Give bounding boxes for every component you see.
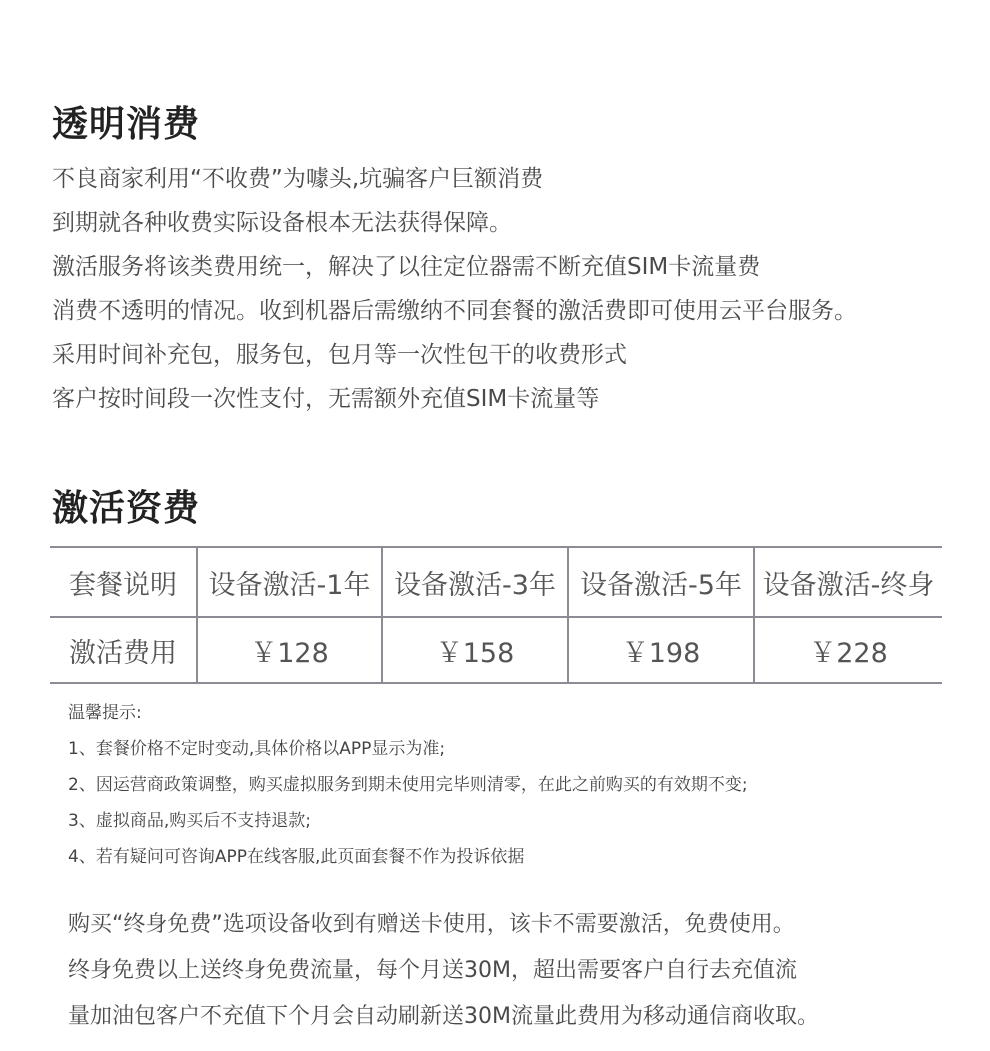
description-line: 不良商家利用“不收费”为噱头,坑骗客户巨额消费	[52, 166, 544, 192]
note-line: 终身免费以上送终身免费流量，每个月送30M，超出需要客户自行去充值流	[68, 958, 797, 983]
description-line: 激活服务将该类费用统一，解决了以往定位器需不断充值SIM卡流量费	[52, 254, 761, 280]
tip-item: 2、因运营商政策调整，购买虚拟服务到期未使用完毕则清零，在此之前购买的有效期不变;	[68, 775, 748, 795]
description-line: 客户按时间段一次性支付，无需额外充值SIM卡流量等	[52, 386, 600, 412]
plan-cell: 设备激活-终身	[754, 547, 942, 617]
plan-cell: 设备激活-3年	[382, 547, 568, 617]
pricing-table	[50, 546, 942, 684]
section-title-pricing: 激活资费	[52, 488, 201, 529]
table-row-prices	[50, 617, 942, 683]
tip-item: 4、若有疑问可咨询APP在线客服,此页面套餐不作为投诉依据	[68, 847, 525, 867]
description-line: 采用时间补充包，服务包，包月等一次性包干的收费形式	[52, 342, 627, 368]
description-line: 消费不透明的情况。收到机器后需缴纳不同套餐的激活费即可使用云平台服务。	[52, 298, 857, 324]
tips-title: 温馨提示:	[68, 703, 142, 723]
note-line: 量加油包客户不充值下个月会自动刷新送30M流量此费用为移动通信商收取。	[68, 1004, 819, 1029]
lifetime-notes	[68, 902, 968, 1040]
table-row-plans	[50, 547, 942, 617]
row-label-plan: 套餐说明	[50, 547, 197, 617]
row-label-fee: 激活费用	[50, 617, 197, 683]
price-cell: ￥198	[568, 617, 754, 683]
plan-cell: 设备激活-5年	[568, 547, 754, 617]
note-line: 购买“终身免费”选项设备收到有赠送卡使用，该卡不需要激活，免费使用。	[68, 912, 795, 937]
tip-item: 3、虚拟商品,购买后不支持退款;	[68, 811, 311, 831]
plan-cell: 设备激活-1年	[197, 547, 382, 617]
tip-item: 1、套餐价格不定时变动,具体价格以APP显示为准;	[68, 739, 446, 759]
transparent-description	[52, 157, 952, 421]
description-line: 到期就各种收费实际设备根本无法获得保障。	[52, 210, 512, 236]
section-title-transparent: 透明消费	[52, 104, 201, 145]
price-cell: ￥158	[382, 617, 568, 683]
price-cell: ￥228	[754, 617, 942, 683]
tips-box	[68, 695, 948, 875]
price-cell: ￥128	[197, 617, 382, 683]
